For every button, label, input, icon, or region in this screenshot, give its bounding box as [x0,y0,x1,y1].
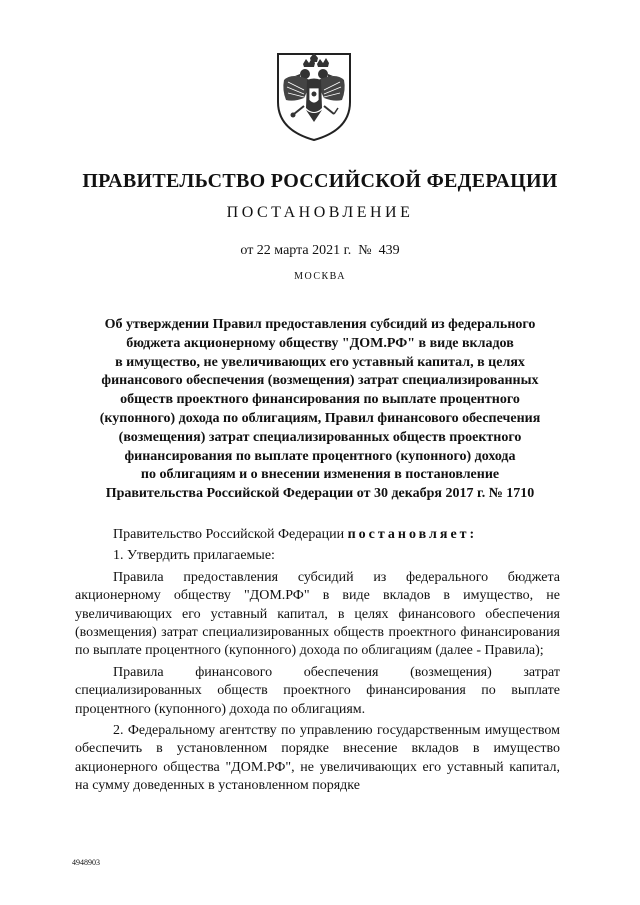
title-line: обществ проектного финансирования по выплате процентного [120,392,520,408]
intro-paragraph [75,526,560,544]
document-type: ПОСТАНОВЛЕНИЕ [226,204,414,221]
rules-2-paragraph: Правила финансового обеспечения (возмещения) затрат специализированных обществ проектного финансирования по выплате процентного (купонного) дохода по облигациям. [75,664,560,717]
title-line: Правительства Российской Федерации от 30 декабря 2017 г. № 1710 [105,486,535,502]
title-line: бюджета акционерному обществу "ДОМ.РФ" в виде вкладов [126,335,514,351]
title-line: по облигациям и о внесении изменения в постановление [140,467,500,483]
intro-text: Правительство Российской Федерации [113,527,345,542]
item-1: 1. Утвердить прилагаемые: [113,548,275,564]
title-line: (возмещения) затрат специализированных обществ проектного [118,429,522,445]
intro-verb: постановляет: [347,527,478,542]
title-line: финансового обеспечения (возмещения) затрат специализированных [101,373,539,389]
decree-body [75,526,560,796]
rules-1-paragraph: Правила предоставления субсидий из федерального бюджета акционерному обществу "ДОМ.РФ" в виде вкладов в имущество, не увеличивающих его уставный капитал, в целях финансового обеспечения (возмещения) затрат специализированных обществ проектного финансирования по выплате процентного (купонного) дохода по облигациям (далее - Правила); [75,569,560,659]
date-and-number: от 22 марта 2021 г. № 439 [240,243,400,258]
title-line: в имущество, не увеличивающих его уставный капитал, в целях [115,354,525,370]
document-code: 4948903 [72,858,100,867]
government-heading: ПРАВИТЕЛЬСТВО РОССИЙСКОЙ ФЕДЕРАЦИИ [82,170,558,192]
title-line: (купонного) дохода по облигациям, Правил финансового обеспечения [99,410,541,426]
title-line: Об утверждении Правил предоставления субсидий из федерального [104,317,536,332]
city-label: МОСКВА [294,271,346,282]
decree-title [72,316,568,504]
title-line: финансирования по выплате процентного (купонного) дохода [124,448,516,464]
item-2: 2. Федеральному агентству по управлению государственным имуществом обеспечить в установленном порядке внесение вкладов в имущество акционерного общества "ДОМ.РФ", не увеличивающих его уставный капитал, на сумму доведенных в установленном порядке [75,723,560,794]
coat-of-arms-icon [274,50,354,142]
